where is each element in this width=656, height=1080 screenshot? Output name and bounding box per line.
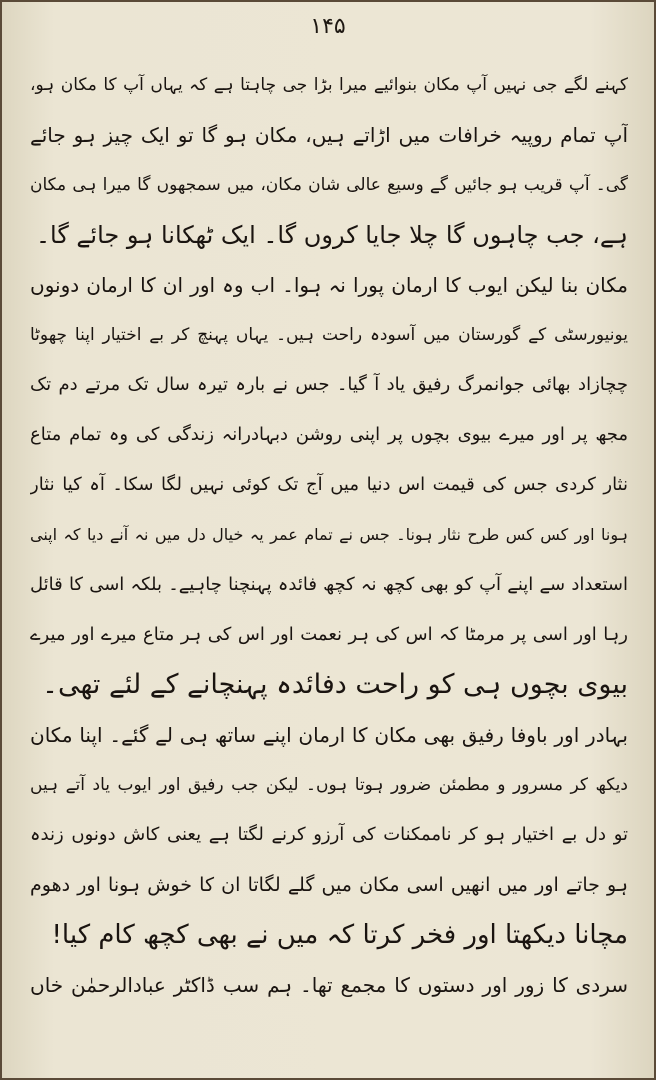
text-line: یونیورسٹی کے گورستان میں آسودہ راحت ہیں۔ یہاں پہنچ کر بے اختیار اپنا چھوٹا [30,325,628,345]
text-line: گی۔ آپ قریب ہو جائیں گے وسیع عالی شان مکان، میں سمجھوں گا میرا ہی مکان [30,175,628,195]
text-line: مجھ پر اور میرے بیوی بچوں پر اپنی روشن دبہادرانہ زندگی کی وہ تمام متاع [30,424,628,445]
text-line: کہنے لگے جی نہیں آپ مکان بنوائیے میرا بڑا جی چاہتا ہے کہ یہاں آپ کا مکان ہو، [30,75,628,95]
page-number: ۱۴۵ [310,14,346,39]
text-line: استعداد سے اپنے آپ کو بھی کچھ نہ کچھ فائدہ پہنچنا چاہیے۔ بلکہ اسی کا قائل [30,574,628,595]
text-line: تو دل بے اختیار ہو کر ناممکنات کی آرزو کرنے لگتا ہے یعنی کاش دونوں زندہ [30,824,628,845]
text-line: سردی کا زور اور دستوں کا مجمع تھا۔ ہم سب ڈاکٹر عبادالرحمٰن خاں [30,973,628,997]
text-line: ہے، جب چاہوں گا چلا جایا کروں گا۔ ایک ٹھکانا ہو جائے گا۔ [35,221,628,249]
text-line: رہا اور اسی پر مرمٹا کہ اس کی ہر نعمت اور اس کی ہر متاع میرے اور میرے [30,624,628,645]
text-line: بہادر اور باوفا رفیق بھی مکان کا ارمان اپنے ساتھ ہی لے گئے۔ اپنا مکان [30,723,628,747]
text-line: ہونا اور کس کس طرح نثار ہونا۔ جس نے تمام عمر یہ خیال دل میں نہ آنے دیا کہ اپنی [30,525,628,544]
text-line: ہو جاتے اور میں انھیں اسی مکان میں گلے لگاتا ان کا خوش ہونا اور دھوم [30,874,628,896]
text-line: آپ تمام روپیہ خرافات میں اڑاتے ہیں، مکان ہو گا تو ایک چیز ہو جائے [30,123,628,147]
text-line: بیوی بچوں ہی کو راحت دفائدہ پہنچانے کے لئے تھی۔ [42,669,628,700]
text-line: چچازاد بھائی جوانمرگ رفیق یاد آ گیا۔ جس نے بارہ تیرہ سال تک مرتے دم تک [30,374,628,395]
text-line: دیکھ کر مسرور و مطمئن ضرور ہوتا ہوں۔ لیکن جب رفیق اور ایوب یاد آتے ہیں [30,775,628,795]
text-line: نثار کردی جس کی قیمت اس دنیا میں آج تک کوئی نہیں لگا سکا۔ آہ کیا نثار [30,474,628,495]
body-text [30,60,628,1010]
text-line: مکان بنا لیکن ایوب کا ارمان پورا نہ ہوا۔ اب وہ اور ان کا ارمان دونوں [30,273,628,297]
text-line: مچانا دیکھتا اور فخر کرتا کہ میں نے بھی کچھ کام کیا! [51,920,628,950]
